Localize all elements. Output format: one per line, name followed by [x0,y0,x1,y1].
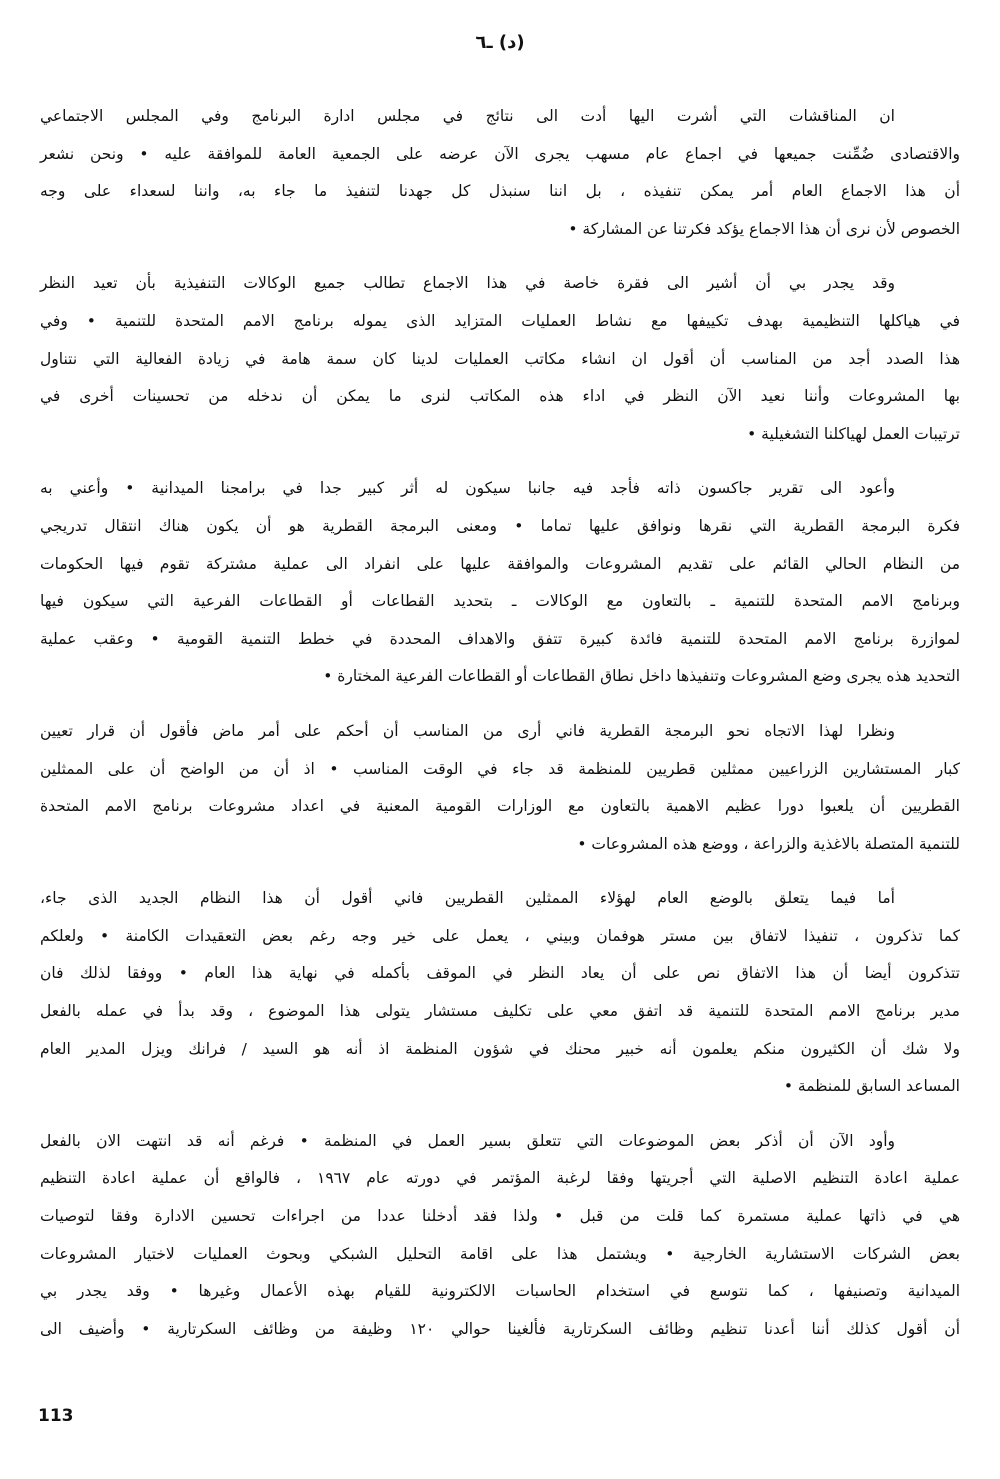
paragraph-6-line: الميدانية وتصنيفها ، كما نتوسع في استخدام الحاسبات الالكترونية للقيام بهذه الأعمال وغيرها • وقد يجدر بي [40,1282,960,1301]
paragraph-6-line: هي في ذاتها عملية مستمرة كما قلت من قبل • ولذا فقد أدخلنا عددا من اجراءات تحسين الادارة وفقا لتوصيات [40,1207,960,1226]
paragraph-4-line: ونظرا لهذا الاتجاه نحو البرمجة القطرية فاني أرى من المناسب أن أحكم على أمر ماض فأقول أن قرار تعيين [40,721,895,740]
page-number: 113 [38,1406,74,1426]
paragraph-5-line: ولا شك أن الكثيرون منكم يعلمون أنه خبير محنك في شؤون المنظمة اذ أنه هو السيد / فرانك ويزل المدير العام [40,1039,960,1058]
paragraph-1-line: الخصوص لأن نرى أن هذا الاجماع يؤكد فكرتنا عن المشاركة • [568,219,960,238]
paragraph-3-line: لموازرة برنامج الامم المتحدة للتنمية فائدة كبيرة تتفق والاهداف المحددة في خطط التنمية القومية • وعقب عملية [40,629,960,648]
paragraph-4-line: للتنمية المتصلة بالاغذية والزراعة ، ووضع هذه المشروعات • [577,834,960,853]
paragraph-1-line: ان المناقشات التي أشرت اليها أدت الى نتائج في مجلس ادارة البرنامج وفي المجلس الاجتماعي [40,107,895,125]
paragraph-4-line: القطريين أن يلعبوا دورا عظيم الاهمية بالتعاون مع الوزارات القومية المعنية في اعداد مشروعات برنامج الامم المتحدة [40,797,960,816]
paragraph-2-line: ترتيبات العمل لهياكلنا التشغيلية • [747,424,960,443]
paragraph-2-line: في هياكلها التنظيمية بهدف تكييفها مع نشاط العمليات المتزايد الذى يموله برنامج الامم المتحدة للتنمية • وفي [40,311,960,330]
paragraph-6-line: عملية اعادة التنظيم الاصلية التي أجريتها وفقا لرغبة المؤتمر في دورته عام ١٩٦٧ ، فالواقع أن عملية اعادة التنظيم [40,1169,960,1188]
paragraph-3 [40,470,960,696]
paragraph-3-line: فكرة البرمجة القطرية التي نقرها ونوافق عليها تماما • ومعنى البرمجة القطرية هو أن يكون هناك انتقال تدريجي [40,516,960,535]
section-header: (د) ـ٦ [475,32,525,53]
paragraph-2-line: هذا الصدد أجد من المناسب أن أقول ان انشاء مكاتب العمليات لدينا كان سمة هامة في زيادة الفعالية التي نتناول [40,349,960,368]
paragraph-5-line: تتذكرون أيضا أن هذا الاتفاق نص على أن يعاد النظر في الموقف بأكمله في نهاية هذا العام • ووفقا لذلك فان [40,964,960,983]
paragraph-3-line: وبرنامج الامم المتحدة للتنمية ـ بالتعاون مع الوكالات ـ بتحديد القطاعات أو القطاعات الفرعية التي سيكون فيها [40,592,960,611]
paragraph-5-line: كما تذكرون ، تنفيذا لاتفاق بين مستر هوفمان وبيني ، يعمل على خير وجه رغم بعض التعقيدات الكامنة • ولعلكم [40,926,960,945]
paragraph-5-line: أما فيما يتعلق بالوضع العام لهؤلاء الممثلين القطريين فاني أقول أن هذا النظام الجديد الذى جاء، [40,889,895,908]
paragraph-5-line: المساعد السابق للمنظمة • [783,1077,960,1096]
document-body [40,98,960,1365]
paragraph-3-line: وأعود الى تقرير جاكسون ذاته فأجد فيه جانبا سيكون له أثر كبير جدا في برامجنا الميدانية • وأعني به [40,479,895,498]
paragraph-6-line: بعض الشركات الاستشارية الخارجية • ويشتمل هذا على اقامة التحليل الشبكي وبحوث العمليات لاختيار المشروعات [40,1244,960,1263]
paragraph-2-line: بها المشروعات وأننا نعيد الآن النظر في اداء هذه المكاتب لنرى ما يمكن أن ندخله من تحسينات أخرى في [40,387,960,406]
paragraph-6-line: وأود الآن أن أذكر بعض الموضوعات التي تتعلق بسير العمل في المنظمة • فرغم أنه قد انتهت الان بالفعل [40,1131,895,1150]
paragraph-2-line: وقد يجدر بي أن أشير الى فقرة خاصة في هذا الاجماع تطالب جميع الوكالات التنفيذية بأن تعيد النظر [40,274,895,293]
paragraph-6-line: أن أقول كذلك أننا أعدنا تنظيم وظائف السكرتارية فألغينا حوالي ١٢٠ وظيفة من وظائف السكرتارية • وأضيف الى [40,1319,961,1338]
paragraph-6 [40,1123,960,1349]
paragraph-2 [40,265,960,453]
paragraph-1 [40,98,960,248]
paragraph-3-line: من النظام الحالي القائم على تقديم المشروعات والموافقة عليها على انفراد الى عملية مشتركة تقوم فيها الحكومات [40,554,960,573]
paragraph-1-line: والاقتصادى ضُمِّنت جميعها في اجماع عام مسهب يجرى الآن عرضه على الجمعية العامة للموافقة عليه • ونحن نشعر [40,144,960,163]
paragraph-5 [40,880,960,1106]
paragraph-3-line: التحديد هذه يجرى وضع المشروعات وتنفيذها داخل نطاق القطاعات أو القطاعات الفرعية المختارة • [323,667,960,686]
paragraph-1-line: أن هذا الاجماع العام أمر يمكن تنفيذه ، بل اننا سنبذل كل جهدنا لتنفيذ ما جاء به، واننا لسعداء على وجه [40,182,960,201]
paragraph-4-line: كبار المستشارين الزراعيين ممثلين قطريين للمنظمة قد جاء في الوقت المناسب • اذ أن من الواضح أن على الممثلين [40,759,960,778]
paragraph-5-line: مدير برنامج الامم المتحدة للتنمية قد اتفق معي على تكليف مستشار يتولى هذا الموضوع ، وقد بدأ في عمله بالفعل [40,1002,960,1021]
paragraph-4 [40,713,960,863]
